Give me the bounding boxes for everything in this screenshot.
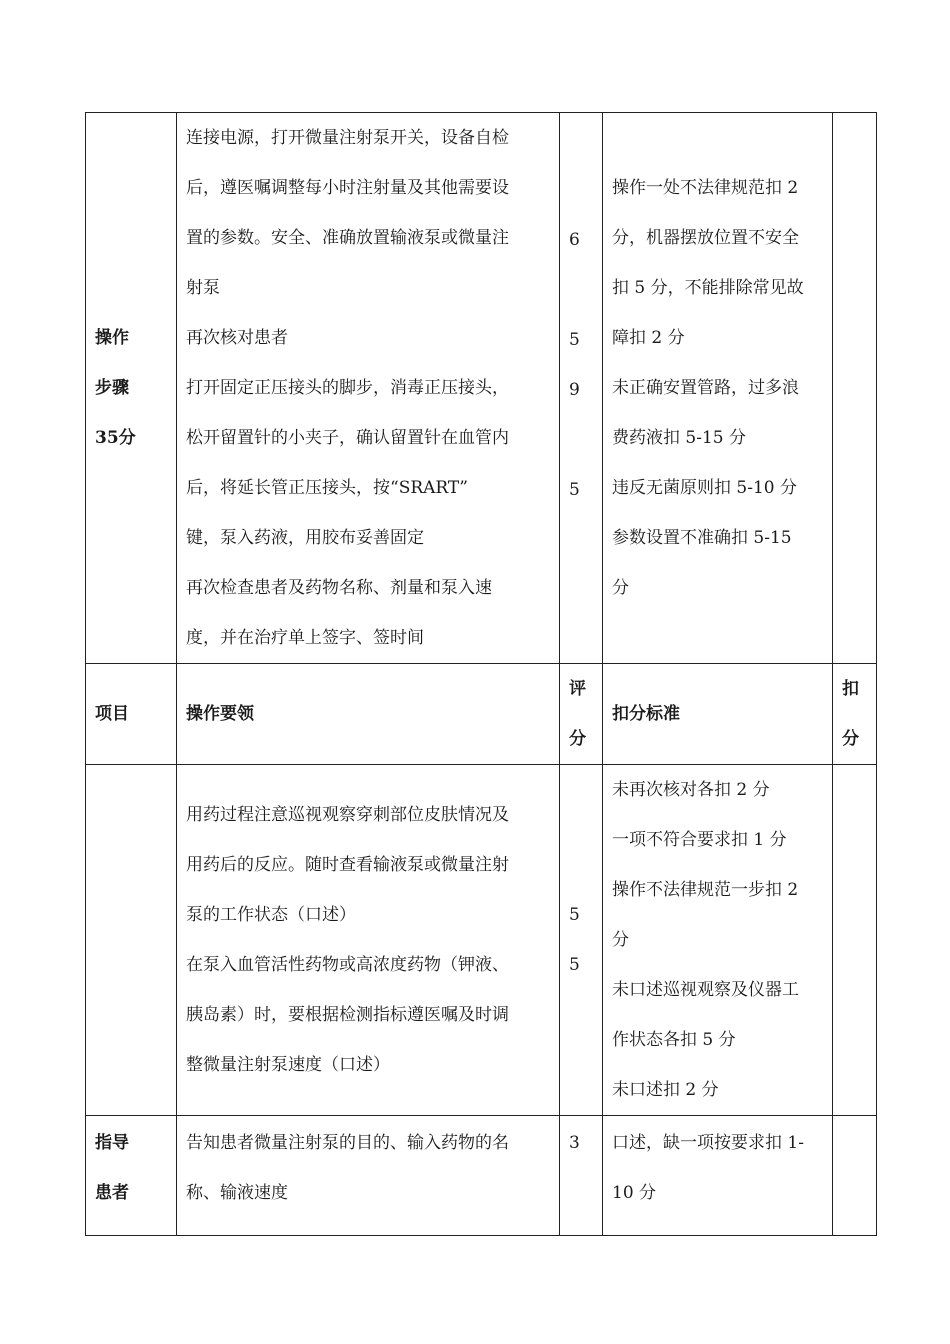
header-score: 评 分 — [560, 664, 603, 765]
header-deduction: 扣 分 — [833, 664, 877, 765]
content-cell: 连接电源，打开微量注射泵开关，设备自检 后，遵医嘱调整每小时注射量及其他需要设 置的参数。安全、准确放置输液泵或微量注 射泵 再次核对患者 打开固定正压接头的脚步，消毒正压接头， 松开留置针的小夹子，确认留置针在血管内 后，将延长管正压接头，按“SRART” 键，泵入药液，用胶布妥善固定 再次检查患者及药物名称、剂量和泵入速 度，并在治疗单上签字、签时间 — [177, 113, 560, 664]
table-row — [86, 1116, 877, 1236]
deduction-cell — [833, 765, 877, 1116]
criteria-cell: 操作一处不法律规范扣 2 分，机器摆放位置不安全 扣 5 分，不能排除常见故 障扣 2 分 未正确安置管路，过多浪 费药液扣 5-15 分 违反无菌原则扣 5-10 分 参数设置不准确扣 5-15 分 — [603, 113, 833, 664]
deduction-cell — [833, 113, 877, 664]
scoring-rubric-table — [85, 112, 877, 1236]
table-row — [86, 113, 877, 664]
content-cell: 告知患者微量注射泵的目的、输入药物的名 称、输液速度 — [177, 1116, 560, 1236]
table-row — [86, 765, 877, 1116]
header-criteria: 扣分标准 — [603, 664, 833, 765]
criteria-cell: 未再次核对各扣 2 分 一项不符合要求扣 1 分 操作不法律规范一步扣 2 分 未口述巡视观察及仪器工 作状态各扣 5 分 未口述扣 2 分 — [603, 765, 833, 1116]
content-cell: 用药过程注意巡视观察穿刺部位皮肤情况及 用药后的反应。随时查看输液泵或微量注射 泵的工作状态（口述） 在泵入血管活性药物或高浓度药物（钾液、 胰岛素）时，要根据检测指标遵医嘱及时调 整微量注射泵速度（口述） — [177, 765, 560, 1116]
deduction-cell — [833, 1116, 877, 1236]
score-cell: 6 5 9 5 — [560, 113, 603, 664]
table-header-row — [86, 664, 877, 765]
category-cell — [86, 765, 177, 1116]
header-item: 项目 — [86, 664, 177, 765]
score-cell: 5 5 — [560, 765, 603, 1116]
criteria-cell: 口述，缺一项按要求扣 1- 10 分 — [603, 1116, 833, 1236]
header-content: 操作要领 — [177, 664, 560, 765]
category-cell: 指导 患者 — [86, 1116, 177, 1236]
score-cell: 3 — [560, 1116, 603, 1236]
category-cell: 操作 步骤 35分 — [86, 113, 177, 664]
